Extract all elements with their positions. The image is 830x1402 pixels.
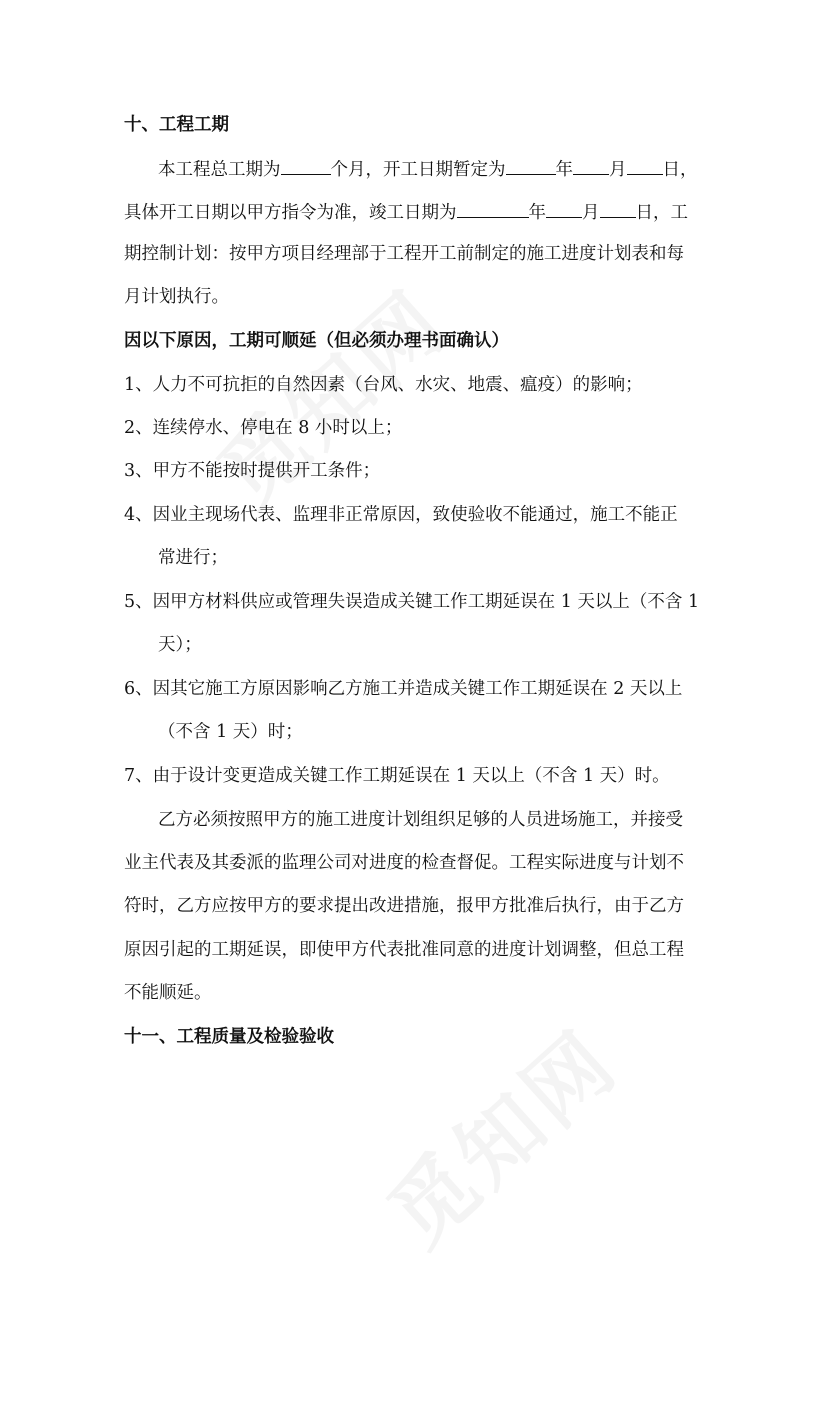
blank-field [506, 156, 556, 175]
list-item: 5、因甲方材料供应或管理失误造成关键工作工期延误在 1 天以上（不含 1 [124, 592, 700, 612]
text: 月 [582, 203, 600, 223]
watermark [358, 978, 782, 1402]
list-item: 4、因业主现场代表、监理非正常原因，致使验收不能通过，施工不能正 [124, 505, 678, 525]
blank-field [573, 156, 609, 175]
blank-field [600, 199, 636, 218]
section-heading: 十、工程工期 [124, 115, 229, 135]
text: 年 [528, 203, 546, 223]
paragraph-line: 业主代表及其委派的监理公司对进度的检查督促。工程实际进度与计划不 [124, 853, 684, 873]
subheading: 因以下原因，工期可顺延（但必须办理书面确认） [124, 331, 509, 351]
blank-field [281, 156, 331, 175]
paragraph-line [124, 199, 688, 225]
text: 日， [662, 160, 698, 180]
blank-field [546, 199, 582, 218]
list-item-continuation: （不含 1 天）时； [158, 722, 303, 742]
list-item-continuation: 常进行； [158, 548, 228, 568]
section-heading: 十一、工程质量及检验验收 [124, 1027, 334, 1047]
text: 本工程总工期为 [158, 160, 281, 180]
text: 月 [609, 160, 627, 180]
paragraph-line: 月计划执行。 [124, 287, 229, 307]
list-item: 7、由于设计变更造成关键工作工期延误在 1 天以上（不含 1 天）时。 [124, 766, 670, 786]
list-item: 6、因其它施工方原因影响乙方施工并造成关键工作工期延误在 2 天以上 [124, 679, 683, 699]
list-item: 1、人力不可抗拒的自然因素（台风、水灾、地震、瘟疫）的影响； [124, 375, 643, 395]
list-item: 3、甲方不能按时提供开工条件； [124, 461, 381, 481]
text: 具体开工日期以甲方指令为准，竣工日期为 [124, 203, 457, 223]
paragraph-line [158, 156, 698, 182]
paragraph-line: 不能顺延。 [124, 983, 212, 1003]
paragraph-line: 乙方必须按照甲方的施工进度计划组织足够的人员进场施工，并接受 [158, 810, 683, 830]
list-item: 2、连续停水、停电在 8 小时以上； [124, 418, 403, 438]
paragraph-line: 期控制计划：按甲方项目经理部于工程开工前制定的施工进度计划表和每 [124, 244, 684, 264]
text: 个月，开工日期暂定为 [330, 160, 506, 180]
text: 日，工 [635, 203, 688, 223]
blank-field [627, 156, 663, 175]
list-item-continuation: 天）； [158, 635, 202, 655]
text: 年 [555, 160, 573, 180]
blank-field [457, 199, 529, 218]
paragraph-line: 符时，乙方应按甲方的要求提出改进措施，报甲方批准后执行，由于乙方 [124, 896, 684, 916]
paragraph-line: 原因引起的工期延误，即使甲方代表批准同意的进度计划调整，但总工程 [124, 940, 684, 960]
